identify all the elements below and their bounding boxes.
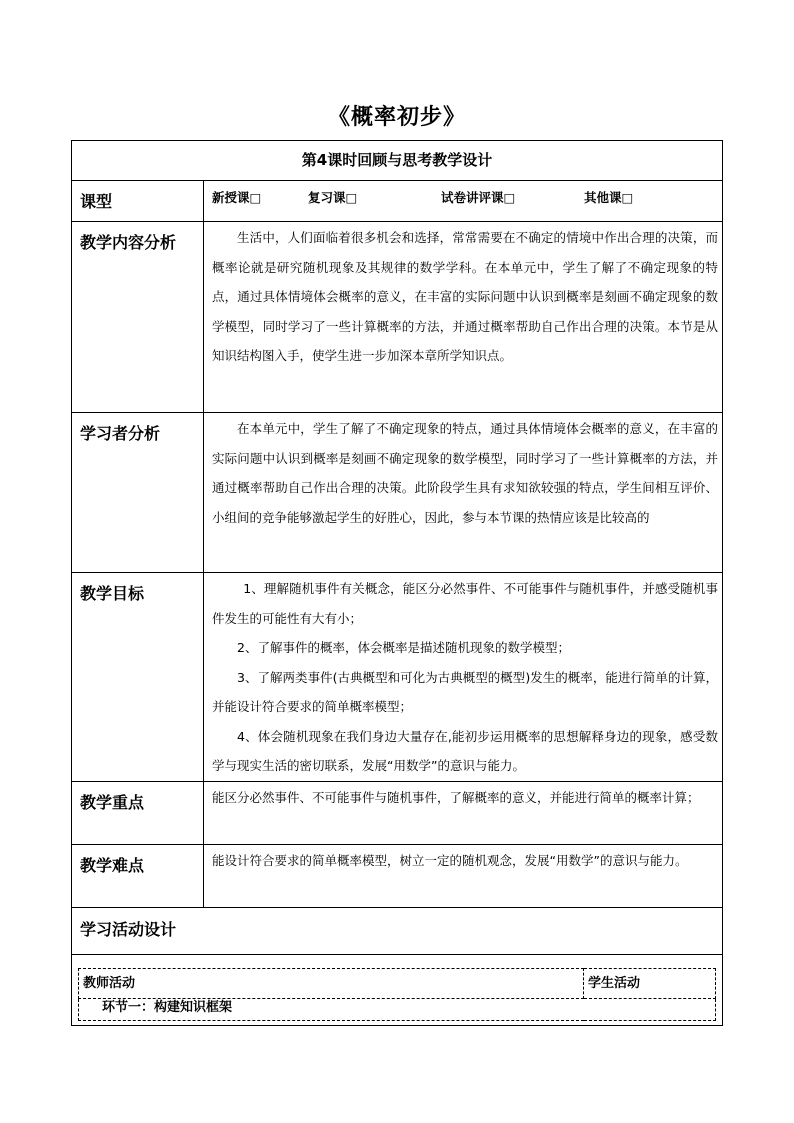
- activity-design-heading: 学习活动设计: [72, 907, 723, 954]
- content-analysis-label: 教学内容分析: [72, 222, 204, 413]
- document-title: 《概率初步》: [327, 104, 466, 130]
- lesson-subtitle: 第4课时回顾与思考教学设计: [72, 141, 723, 181]
- learner-analysis-label: 学习者分析: [72, 413, 204, 573]
- learner-analysis-text: 在本单元中，学生了解了不确定现象的特点，通过具体情境体会概率的意义，在丰富的实际问题中认识到概率是刻画不确定现象的数学模型，同时学习了一些计算概率的方法，并通过概率帮助自己作出合理的决策。此阶段学生具有求知欲较强的特点，学生间相互评价、小组间的竞争能够激起学生的好胜心，因此，参与本节课的热情应该是比较高的: [204, 413, 723, 573]
- course-type-label: 课型: [72, 181, 204, 222]
- objectives-list: [204, 573, 723, 782]
- difficulties-text: 能设计符合要求的简单概率模型，树立一定的随机观念，发展“用数学”的意识与能力。: [204, 844, 723, 907]
- activity-design-section: [72, 954, 723, 1025]
- step-one-heading: 环节一：构建知识框架: [79, 998, 716, 1020]
- content-analysis-text: 生活中，人们面临着很多机会和选择，常常需要在不确定的情境中作出合理的决策，而概率论就是研究随机现象及其规律的数学学科。在本单元中，学生了解了不确定现象的特点，通过具体情境体会概率的意义，在丰富的实际问题中认识到概率是刻画不确定现象的数学模型，同时学习了一些计算概率的方法，并通过概率帮助自己作出合理的决策。本节是从知识结构图入手，使学生进一步加深本章所学知识点。: [204, 222, 723, 413]
- lesson-plan-table: [71, 140, 723, 1026]
- student-activity-header: 学生活动: [584, 968, 716, 998]
- objectives-label: 教学目标: [72, 573, 204, 782]
- course-type-review[interactable]: 复习课□: [308, 190, 358, 205]
- key-points-text: 能区分必然事件、不可能事件与随机事件，了解概率的意义，并能进行简单的概率计算；: [204, 781, 723, 844]
- teacher-activity-header: 教师活动: [79, 968, 584, 998]
- objective-item: 4、体会随机现象在我们身边大量存在,能初步运用概率的思想解释身边的现象，感受数学与现实生活的密切联系，发展“用数学”的意识与能力。: [212, 728, 719, 773]
- key-points-label: 教学重点: [72, 781, 204, 844]
- objective-item: 3、了解两类事件(古典概型和可化为古典概型的概型)发生的概率，能进行简单的计算，并能设计符合要求的简单概率模型；: [212, 669, 719, 714]
- difficulties-label: 教学难点: [72, 844, 204, 907]
- course-type-new[interactable]: 新授课□: [212, 190, 262, 205]
- objective-item: 2、了解事件的概率，体会概率是描述随机现象的数学模型；: [237, 640, 570, 655]
- course-type-other[interactable]: 其他课□: [584, 190, 634, 205]
- objective-item: 1、理解随机事件有关概念，能区分必然事件、不可能事件与随机事件，并感受随机事件发生的可能性有大有小；: [212, 581, 719, 626]
- course-type-options: [204, 181, 723, 222]
- activity-table: [78, 968, 716, 1021]
- course-type-exam-review[interactable]: 试卷讲评课□: [441, 190, 516, 205]
